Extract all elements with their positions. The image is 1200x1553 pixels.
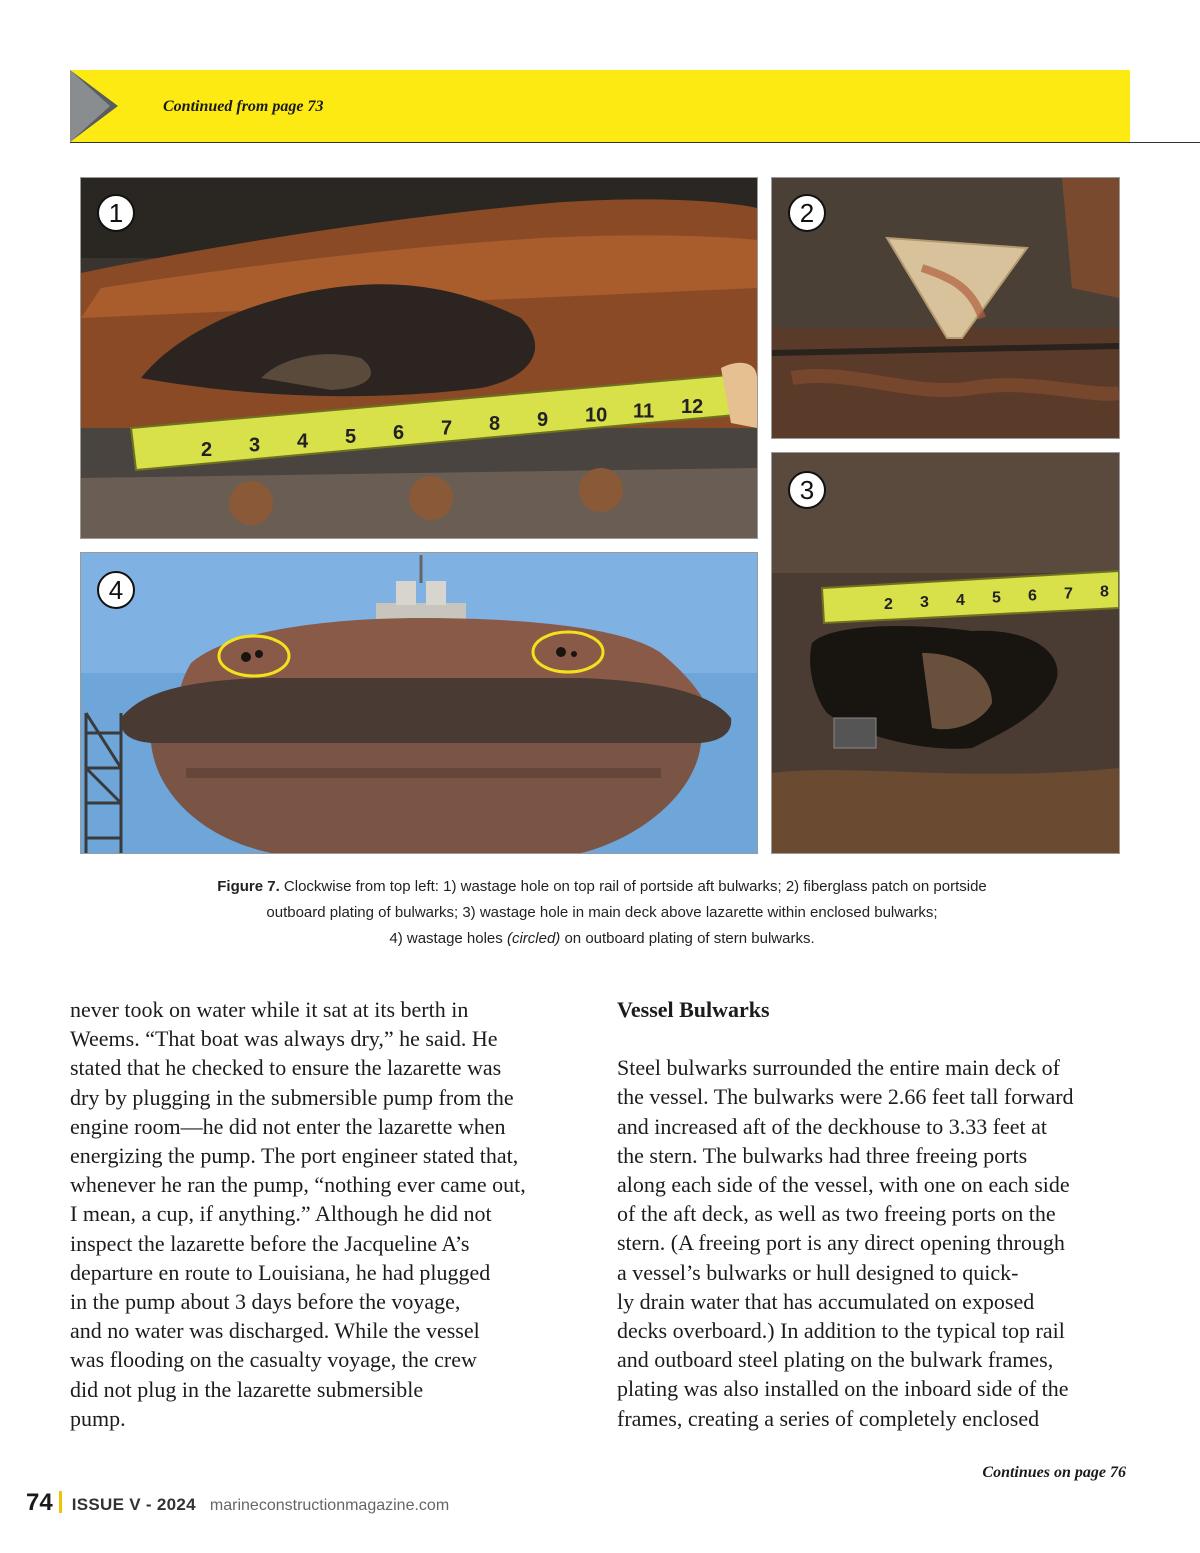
caption-emphasis: (circled) — [506, 930, 561, 947]
text-line: the vessel. The bulwarks were 2.66 feet tall forward — [617, 1084, 1074, 1110]
continued-from-label: Continued from page 73 — [163, 98, 324, 115]
tape-measure-numeral: 5 — [345, 426, 357, 449]
page-number: 74 — [26, 1489, 53, 1516]
tape-measure-numeral: 3 — [249, 434, 261, 457]
photo-number-badge: 1 — [97, 194, 135, 232]
tape-measure-numeral: 8 — [489, 413, 501, 436]
text-line: stated that he checked to ensure the lazarette was — [70, 1055, 502, 1081]
text-line: pump. — [70, 1405, 126, 1431]
photo-4-stern-bulwarks — [80, 552, 758, 854]
figure-label: Figure 7. — [217, 878, 280, 895]
banner-rule — [70, 142, 1200, 143]
tape-measure-numeral: 9 — [537, 408, 549, 431]
text-line: the stern. The bulwarks had three freeing ports — [617, 1142, 1028, 1168]
tape-measure-numeral: 4 — [956, 591, 965, 609]
tape-measure-numeral: 10 — [585, 404, 608, 427]
text-line: plating was also installed on the inboard side of the — [617, 1376, 1069, 1402]
tape-measure-numeral: 6 — [1028, 587, 1037, 605]
text-line: whenever he ran the pump, “nothing ever came out, — [70, 1172, 526, 1198]
text-line: ly drain water that has accumulated on exposed — [617, 1288, 1035, 1314]
site-url: marineconstructionmagazine.com — [209, 1497, 450, 1514]
section-heading: Vessel Bulwarks — [617, 997, 770, 1022]
tape-measure-numeral: 2 — [884, 596, 893, 613]
text-line: energizing the pump. The port engineer stated that, — [70, 1143, 519, 1169]
tape-measure-numeral: 11 — [633, 400, 655, 423]
body-column-left — [70, 995, 590, 1433]
photo-number-badge: 3 — [788, 471, 826, 509]
photo-3-deck-hole — [771, 452, 1120, 854]
caption-line-1: Figure 7. Clockwise from top left: 1) wastage hole on top rail of portside aft bulwarks; 2) fiberglass patch on portside — [217, 878, 987, 895]
banner-arrow-light — [70, 70, 110, 142]
text-line: and outboard steel plating on the bulwark frames, — [617, 1347, 1054, 1373]
text-line: did not plug in the lazarette submersible — [70, 1376, 424, 1402]
text-line: of the aft deck, as well as two freeing ports on the — [617, 1201, 1056, 1227]
text-line: along each side of the vessel, with one on each side — [617, 1172, 1070, 1198]
text-line: and increased aft of the deckhouse to 3.33 feet at — [617, 1113, 1048, 1139]
text-line: and no water was discharged. While the vessel — [70, 1318, 480, 1344]
footer-divider — [59, 1491, 62, 1513]
figure-caption — [120, 874, 1084, 952]
tape-measure-numeral: 4 — [297, 430, 309, 453]
body-column-right — [617, 995, 1137, 1433]
text-line: was flooding on the casualty voyage, the crew — [70, 1347, 477, 1373]
caption-line-3: 4) wastage holes (circled) on outboard plating of stern bulwarks. — [389, 930, 815, 947]
text-line: departure en route to Louisiana, he had plugged — [70, 1259, 491, 1285]
text-line: in the pump about 3 days before the voyage, — [70, 1289, 461, 1315]
photo-2-fiberglass-patch — [771, 177, 1120, 439]
tape-measure-numeral: 7 — [441, 417, 453, 440]
tape-measure-numeral: 8 — [1100, 583, 1109, 601]
issue-label: ISSUE V - 2024 — [71, 1495, 196, 1514]
tape-measure-numeral: 6 — [393, 421, 405, 444]
text-line: stern. (A freeing port is any direct opening through — [617, 1230, 1065, 1256]
tape-measure-numeral: 12 — [681, 396, 704, 418]
text-line: Weems. “That boat was always dry,” he said. He — [70, 1026, 498, 1052]
photo-number-badge: 4 — [97, 571, 135, 609]
photo-number-badge: 2 — [788, 194, 826, 232]
tape-measure-numeral: 5 — [992, 589, 1001, 607]
text-line: I mean, a cup, if anything.” Although he did not — [70, 1201, 492, 1227]
caption-line-2: outboard plating of bulwarks; 3) wastage hole in main deck above lazarette within enclosed bulwarks; — [266, 904, 938, 921]
text-line: Steel bulwarks surrounded the entire main deck of — [617, 1055, 1060, 1081]
tape-measure-numeral: 7 — [1064, 585, 1073, 603]
photo-1-rusted-rail — [80, 177, 758, 539]
continues-on-label: Continues on page 76 — [982, 1464, 1126, 1481]
text-line: never took on water while it sat at its berth in — [70, 997, 469, 1022]
text-line: dry by plugging in the submersible pump from the — [70, 1084, 514, 1110]
tape-measure-numeral: 3 — [920, 593, 929, 611]
text-line: engine room—he did not enter the lazarette when — [70, 1113, 506, 1139]
text-line: frames, creating a series of completely enclosed — [617, 1405, 1040, 1431]
text-line: a vessel’s bulwarks or hull designed to quick- — [617, 1259, 1019, 1285]
tape-measure-numeral: 2 — [201, 439, 213, 461]
page-footer — [26, 1488, 449, 1517]
text-line: inspect the lazarette before the Jacqueline A’s — [70, 1230, 470, 1256]
text-line: decks overboard.) In addition to the typical top rail — [617, 1318, 1065, 1344]
